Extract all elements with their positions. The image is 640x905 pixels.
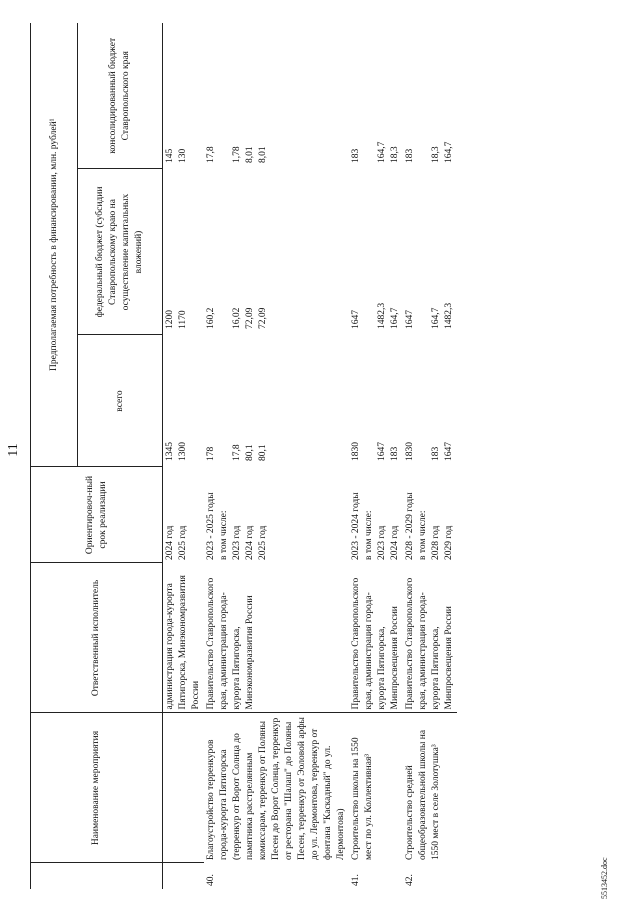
row-name — [163, 713, 205, 863]
row-executor: Правительство Ставропольского края, администрация города-курорта Пятигорска, Минэкономразвития России — [206, 577, 255, 710]
row-name: Строительство школы на 1550 мест по ул. Коллективная³ — [349, 713, 403, 863]
footer-document-code: 5513452.doc — [600, 857, 609, 899]
row-federal: 1200 1170 — [165, 310, 188, 329]
row-executor: администрация города-курорта Пятигорска, Минэкономразвития России — [165, 575, 201, 710]
row-regional: 145 130 — [165, 148, 188, 163]
row-executor: Правительство Ставропольского края, администрация города-курорта Пятигорска, Минпросвещения России — [351, 577, 400, 710]
row-regional: 17,8 1,78 8,01 8,01 — [206, 146, 268, 163]
row-terms: 2023 - 2025 годы в том числе: 2023 год 2024 год 2025 год — [206, 492, 268, 560]
header-financing-group: Предполагаемая потребность в финансировании, млн. рублей¹ — [31, 23, 78, 467]
row-regional: 183 164,7 18,3 — [351, 141, 400, 163]
row-terms: 2024 год 2025 год — [165, 525, 188, 560]
row-name: Благоустройство терренкуров города-курорта Пятигорска (терренкур от Ворот Солнца до памятника расстрелянным комиссарам, терренкур от Поляны Песен до Ворот Солнца, терренкур от ресторана "Шалаш" до Поляны Песен, терренкур от Эоловой арфы до ул. Лермонтова, терренкур от фонтана "Каскадный" до ул. Лермонтова) — [204, 713, 349, 863]
header-name: Наименование мероприятия — [31, 713, 163, 863]
row-regional: 183 18,3 164,7 — [405, 141, 454, 163]
header-term: Ориентировоч-ный срок реализации — [31, 467, 163, 563]
row-num: 42. — [405, 874, 415, 886]
row-total: 1345 1300 — [165, 442, 188, 461]
row-executor: Правительство Ставропольского края, администрация города-курорта Пятигорска, Минпросвещения России — [405, 577, 454, 710]
table-row — [163, 23, 205, 889]
table-row — [349, 23, 403, 889]
header-total: всего — [78, 335, 163, 467]
header-regional: консолидированный бюджет Ставропольского края — [78, 23, 163, 169]
row-name: Строительство средней общеобразовательной школы на 1550 мест в селе Золотушка³ — [403, 713, 457, 863]
financing-table — [30, 23, 457, 889]
header-num — [31, 863, 163, 889]
page-number: 11 — [6, 443, 21, 457]
row-federal: 1647 1482,3 164,7 — [351, 302, 400, 329]
header-federal: федеральный бюджет (субсидии Ставропольскому краю на осуществление капитальных вложений) — [78, 169, 163, 335]
row-total: 1830 183 1647 — [405, 442, 454, 461]
row-total: 178 17,8 80,1 80,1 — [206, 444, 268, 461]
row-federal: 160,2 16,02 72,09 72,09 — [206, 307, 268, 329]
row-terms: 2023 - 2024 годы в том числе: 2023 год 2024 год — [351, 492, 400, 560]
header-executor: Ответственный исполнитель — [31, 563, 163, 713]
row-total: 1830 1647 183 — [351, 442, 400, 461]
table-row — [403, 23, 457, 889]
row-num — [163, 863, 205, 889]
table-row — [204, 23, 349, 889]
row-num: 41. — [351, 874, 361, 886]
row-terms: 2028 - 2029 годы в том числе: 2028 год 2029 год — [405, 492, 454, 560]
row-num: 40. — [206, 874, 216, 886]
row-federal: 1647 164,7 1482,3 — [405, 302, 454, 329]
